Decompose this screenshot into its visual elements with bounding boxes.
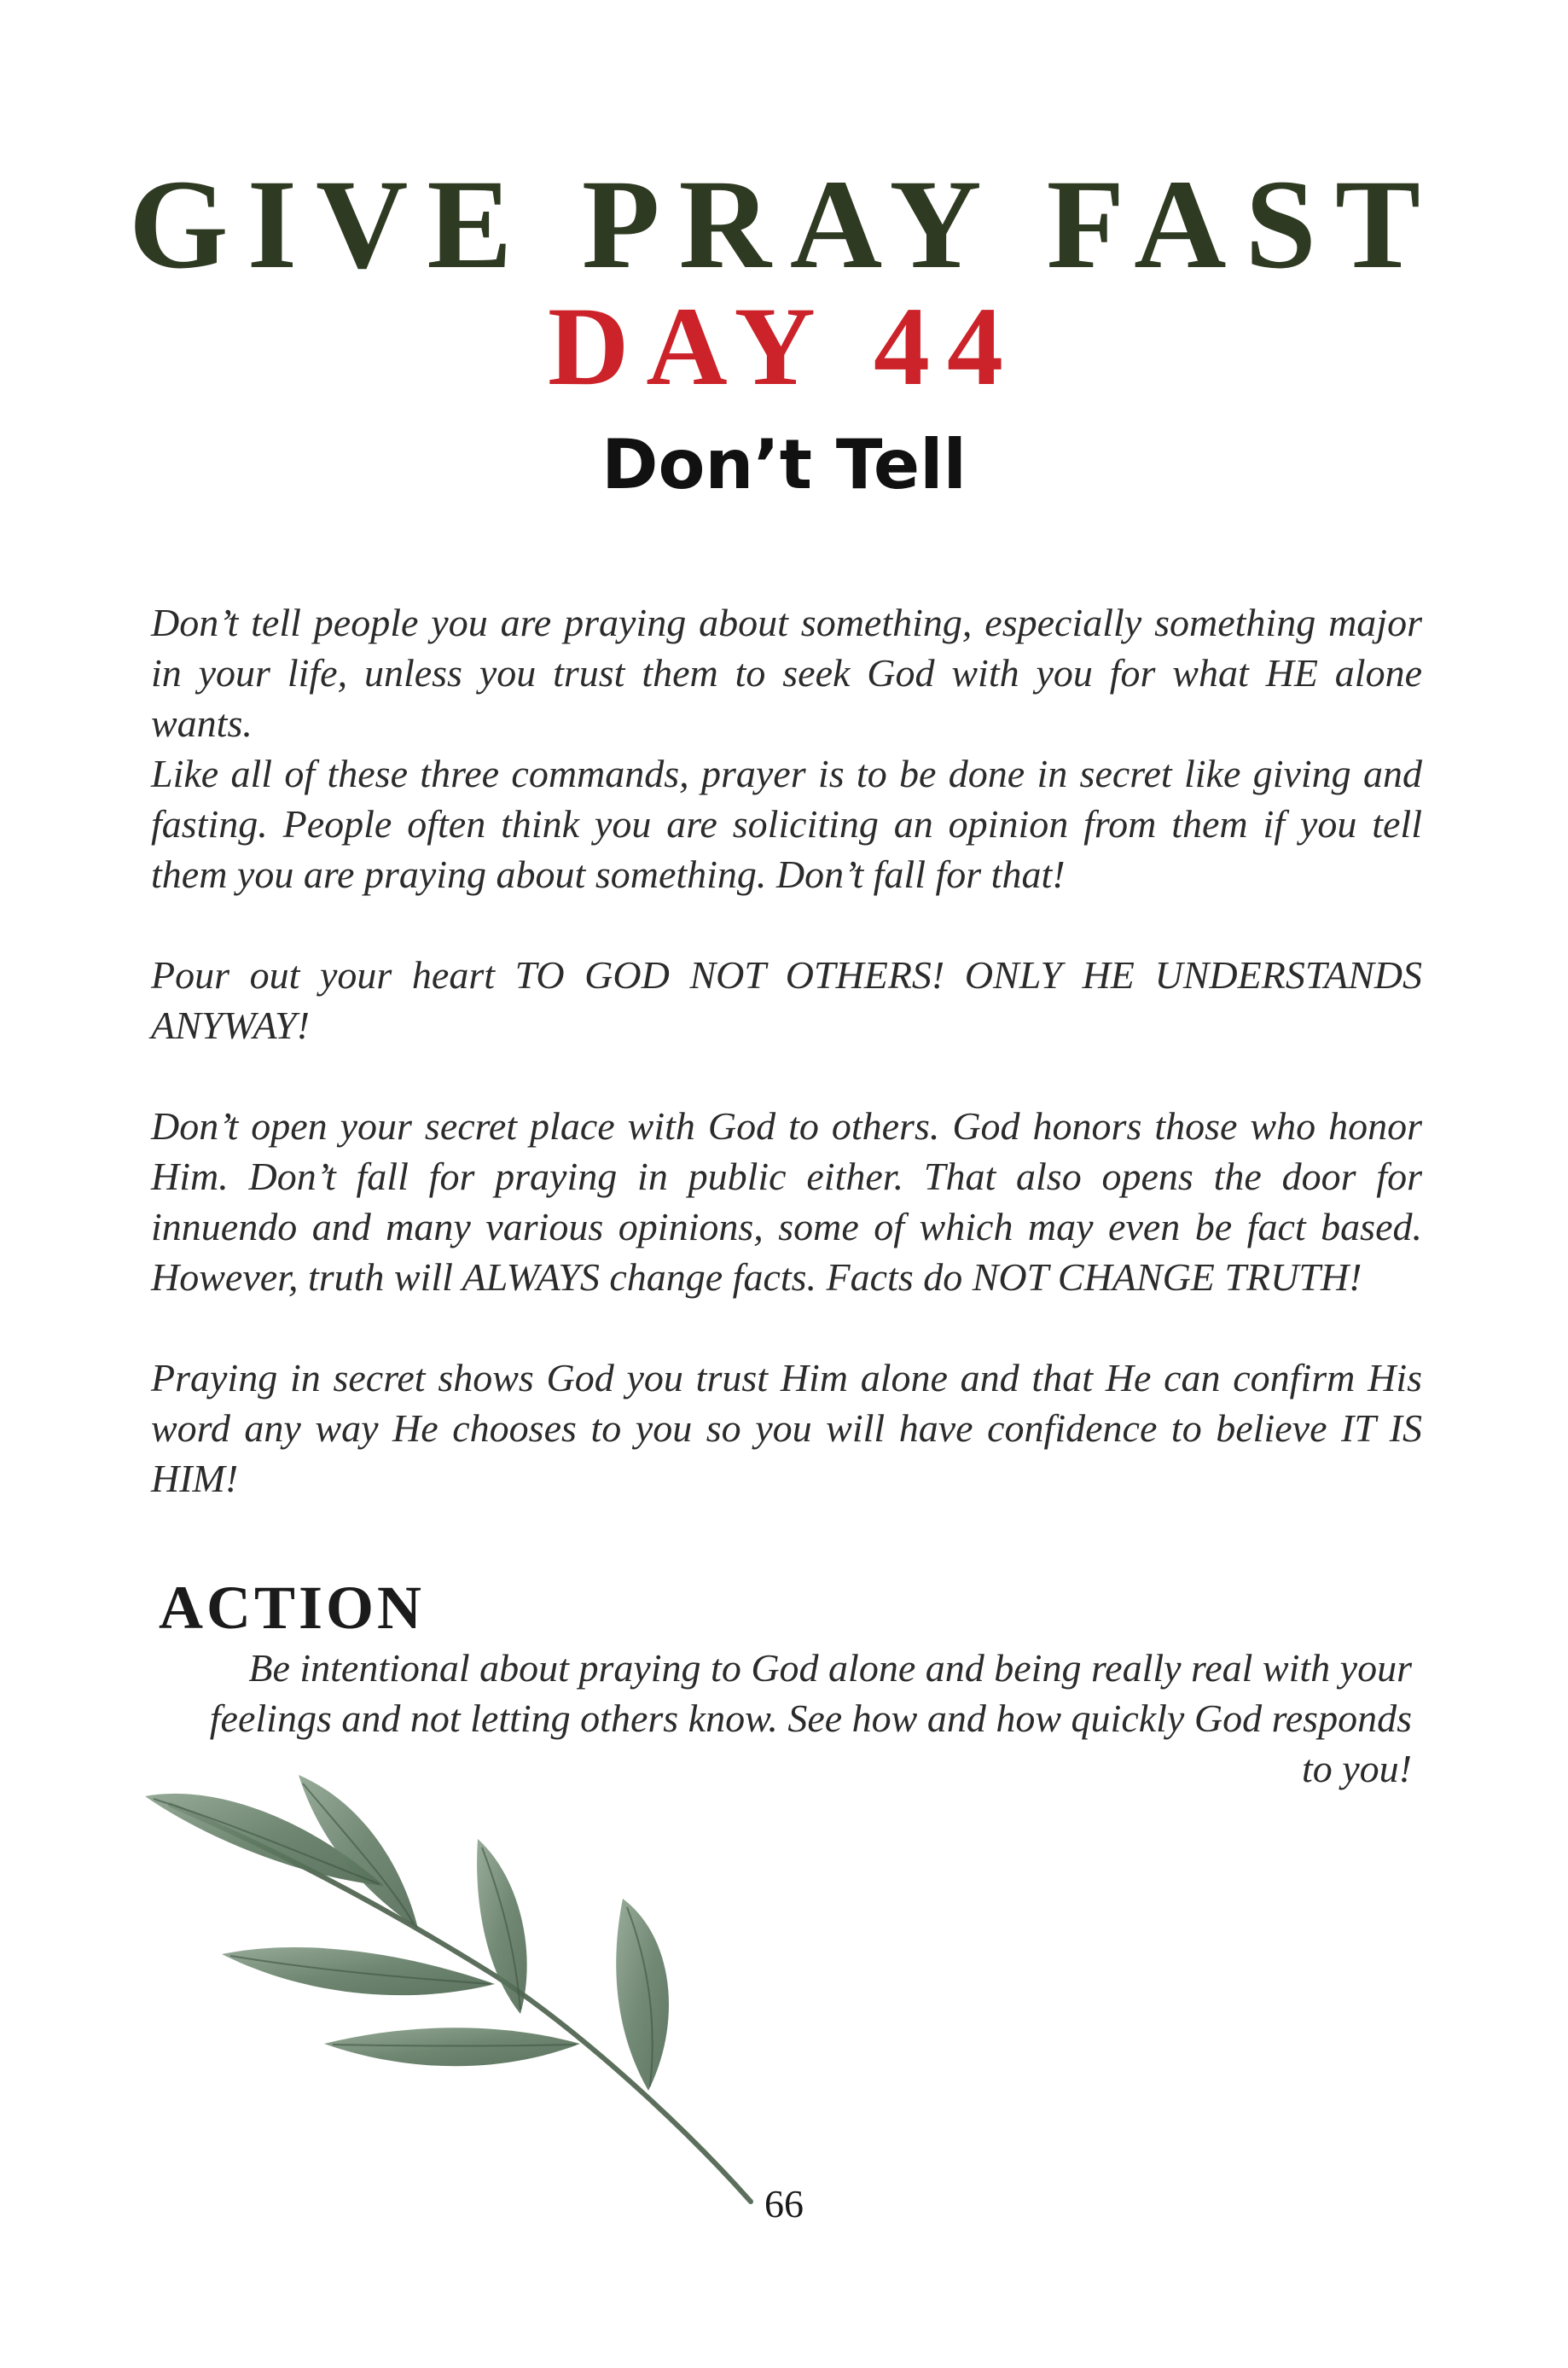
body-paragraph: Don’t open your secret place with God to others. God honors those who honor Him. Don’t fall for praying in public either. That also opens the door for innuendo and many various opinions, some of which may even be fact based. However, truth will ALWAYS change facts. Facts do NOT CHANGE TRUTH! — [151, 1104, 1422, 1299]
series-title: GIVE PRAY FAST — [129, 154, 1439, 295]
olive-branch-icon — [136, 1758, 785, 2219]
body-paragraph: Like all of these three commands, prayer is to be done in secret like giving and fasting. People often think you are soliciting an opinion from them if you tell them you are praying about something. Don’t fall for that! — [151, 752, 1422, 896]
body-paragraph: Pour out your heart TO GOD NOT OTHERS! ONLY HE UNDERSTANDS ANYWAY! — [151, 953, 1422, 1047]
action-text: Be intentional about praying to God alone and being really real with your feelings and not letting others know. See how and how quickly God responds to you! — [209, 1646, 1412, 1790]
body-paragraph: Don’t tell people you are praying about something, especially something major in your life, unless you trust them to seek God with you for what HE alone wants. — [151, 601, 1422, 745]
paragraph-spacer — [151, 1302, 1422, 1353]
page-subtitle: Don’t Tell — [601, 425, 967, 504]
page-number: 66 — [764, 2182, 804, 2225]
paragraph-spacer — [151, 1050, 1422, 1101]
day-title: DAY 44 — [548, 283, 1020, 409]
body-text — [151, 597, 1422, 1504]
paragraph-spacer — [151, 899, 1422, 950]
action-heading: ACTION — [159, 1574, 426, 1642]
body-paragraph: Praying in secret shows God you trust Him alone and that He can confirm His word any way He chooses to you so you will have confidence to believe IT IS HIM! — [151, 1356, 1422, 1500]
